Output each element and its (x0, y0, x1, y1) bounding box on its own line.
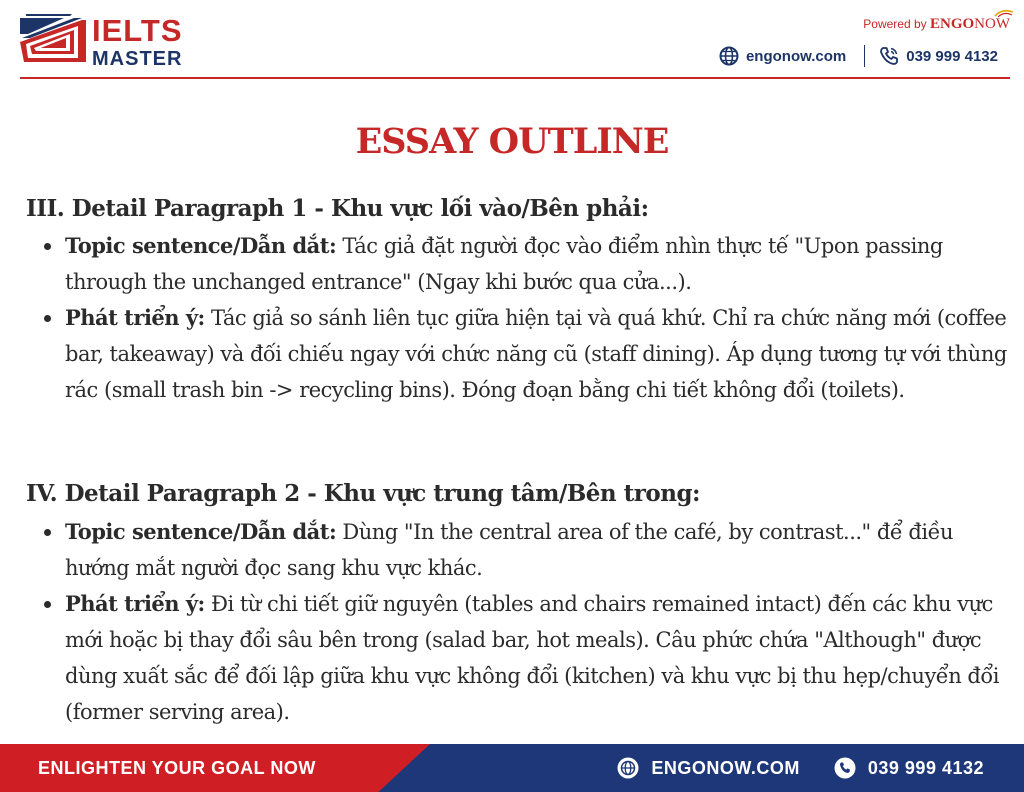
footer-website-link[interactable] (617, 757, 800, 779)
header-contact-divider (864, 45, 865, 67)
section-heading-paragraph-2: IV. Detail Paragraph 2 - Khu vực trung tâm/Bên trong: (26, 480, 701, 507)
ielts-master-logo-icon (20, 14, 88, 66)
logo-wordmark-master: MASTER (92, 48, 183, 70)
brand-engo: ENGO (929, 16, 975, 32)
header-phone-text: 039 999 4132 (906, 47, 998, 65)
powered-by-label: Powered by (863, 17, 930, 31)
brand-swirl-icon (994, 8, 1014, 18)
list-item (32, 514, 1012, 586)
list-item (32, 228, 1012, 300)
footer-contact (617, 744, 984, 792)
section-points-paragraph-1 (32, 228, 1012, 408)
header-website-link[interactable] (719, 46, 846, 66)
powered-by-brand (930, 16, 1010, 32)
section-points-paragraph-2 (32, 514, 1012, 730)
page-header (0, 0, 1024, 80)
footer-slogan: ENLIGHTEN YOUR GOAL NOW (38, 758, 316, 778)
point-text: Dùng "In the central area of the café, by contrast..." để điều hướng mắt người đọc sang khu vực khác. (65, 520, 954, 580)
header-phone-link[interactable] (879, 46, 998, 66)
header-website-text: engonow.com (745, 47, 847, 65)
phone-icon (879, 46, 899, 66)
page-footer (0, 744, 1024, 792)
point-label: Phát triển ý: (65, 305, 205, 330)
point-label: Topic sentence/Dẫn dắt: (65, 519, 337, 544)
point-text: Đi từ chi tiết giữ nguyên (tables and chairs remained intact) đến các khu vực mới hoặc bị thay đổi sâu bên trong (salad bar, hot meals). Câu phức chứa "Although" được dùng xuất sắc để đối lập giữa khu vực không đổi (kitchen) và khu vực bị thu hẹp/chuyển đổi (former serving area). (65, 592, 999, 724)
logo-wordmark-ielts: IELTS (92, 13, 183, 48)
list-item (32, 586, 1012, 730)
list-item (32, 300, 1012, 408)
globe-icon (719, 46, 739, 66)
header-contact (719, 44, 998, 68)
point-label: Phát triển ý: (65, 591, 205, 616)
header-divider (20, 77, 1010, 79)
ielts-master-logo[interactable] (20, 14, 195, 70)
phone-icon (834, 757, 856, 779)
brand-now: NOW (974, 16, 1010, 32)
point-label: Topic sentence/Dẫn dắt: (65, 233, 337, 258)
section-heading-paragraph-1: III. Detail Paragraph 1 - Khu vực lối vào/Bên phải: (26, 195, 649, 222)
footer-website-text: ENGONOW.COM (651, 757, 800, 778)
point-text: Tác giả đặt người đọc vào điểm nhìn thực tế "Upon passing through the unchanged entrance" (Ngay khi bước qua cửa...). (65, 234, 943, 294)
page-title: ESSAY OUTLINE (355, 121, 669, 162)
powered-by-credit (863, 16, 1010, 33)
footer-phone-text: 039 999 4132 (867, 757, 984, 778)
globe-icon (617, 757, 639, 779)
point-text: Tác giả so sánh liên tục giữa hiện tại và quá khứ. Chỉ ra chức năng mới (coffee bar, takeaway) và đối chiếu ngay với chức năng cũ (staff dining). Áp dụng tương tự với thùng rác (small trash bin -> recycling bins). Đóng đoạn bằng chi tiết không đổi (toilets). (65, 306, 1007, 402)
footer-phone-link[interactable] (834, 757, 984, 779)
